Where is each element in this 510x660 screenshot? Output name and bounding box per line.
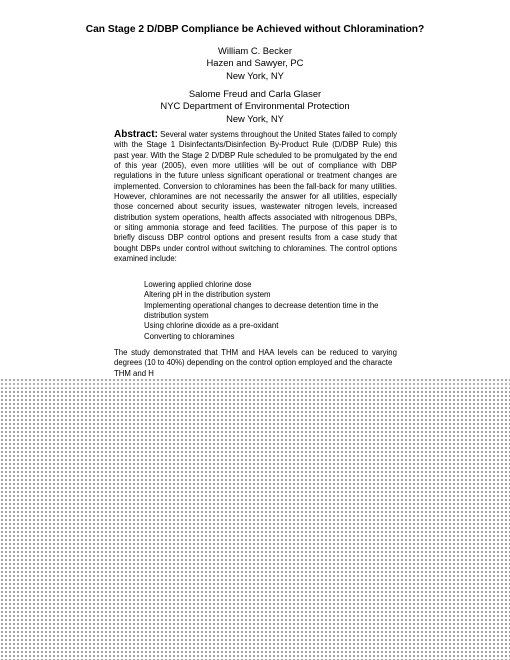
abstract-paragraph: [114, 130, 397, 264]
list-item: Converting to chloramines: [144, 331, 235, 341]
paper-title: Can Stage 2 D/DBP Compliance be Achieved without Chloramination?: [85, 24, 425, 35]
conclusion-fragment: THM and H: [114, 368, 154, 378]
author-affiliation: NYC Department of Environmental Protection: [160, 100, 350, 112]
author-name: Salome Freud and Carla Glaser: [188, 88, 322, 99]
conclusion-body: The study demonstrated that THM and HAA levels can be reduced to varying degrees (10 to 40%) depending on the control option employed and the characte: [114, 348, 397, 368]
author-location: New York, NY: [226, 69, 284, 81]
list-item: Lowering applied chlorine dose: [144, 280, 252, 289]
abstract-label: Abstract:: [114, 129, 158, 140]
redaction-mask-edge: [0, 378, 510, 388]
control-options-list: [144, 280, 406, 342]
redaction-mask: [0, 378, 510, 660]
author-location: New York, NY: [226, 112, 284, 124]
abstract-body: Several water systems throughout the United States failed to comply with the Stage 1 Disinfectants/Disinfection By-Product Rule (D/DBP Rule) this past year. With the Stage 2 D/DBP Rule scheduled to be promulgated by the end of this year (2005), even more utilities will be out of compliance with DBP regulations in the future unless significant operational or treatment changes are implemented. Conversion to chloramines has been the fall-back for many utilities. However, chloramines are not necessarily the answer for all utilities, especially those concerned about security issues, wastewater nitrogen levels, increased distribution system operations, health affects associated with nitrogenous DBPs, or siting ammonia storage and feed facilities. The purpose of this paper is to briefly discuss DBP control options and present results from a case study that bought DBPs under control without switching to chloramines. The control options examined include:: [114, 130, 397, 264]
list-item: Implementing operational changes to decrease detention time in the distribution system: [144, 300, 379, 321]
author-block-secondary: [0, 88, 510, 125]
author-name: William C. Becker: [218, 45, 292, 56]
author-affiliation: Hazen and Sawyer, PC: [206, 57, 304, 69]
list-item: Using chlorine dioxide as a pre-oxidant: [144, 321, 279, 331]
author-block-primary: [0, 45, 510, 82]
list-item: Altering pH in the distribution system: [144, 290, 271, 300]
